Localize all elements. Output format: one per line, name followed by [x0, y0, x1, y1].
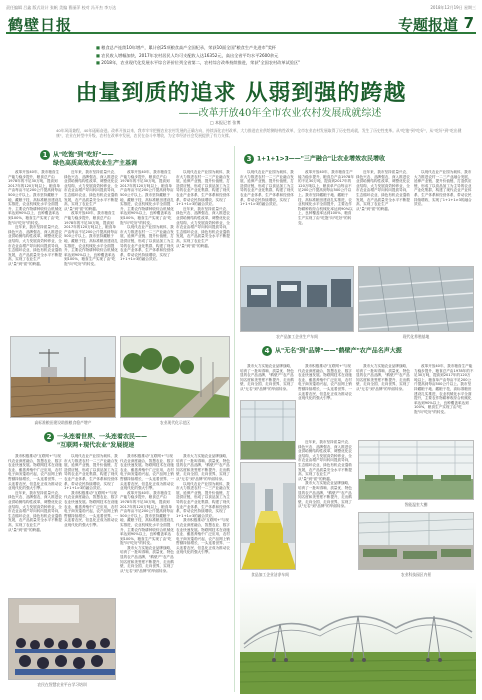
- article-paragraph: 近年来，我市坚持质量兴农、绿色兴农、品牌强农，深入推进农业供给侧结构性改革，调整优化农业结构，大力发展高效种养业，全市农业由增产导向转向提质导向，生态循环农业、绿色有机农业蓬勃发展，农产品质量安全水平不断提高，实现了农业生产从"量"到"质"的跨越。: [8, 225, 62, 266]
- page-number: 7: [463, 14, 474, 32]
- article-paragraph: 改革开放40年，我市粮食生产能力稳步提升，粮食总产由1978年的不足30万吨，提高到2017年的120万吨以上，粮食单产由每亩不足200公斤提高到每亩500公斤以上。我市坚持藏粮于地、藏粮于技，高标准粮田建设扎实推进，农业机械化水平全面提升，主要农作物耕种收综合机械化率达到90%以上，良种覆盖率达到100%，粮食生产实现了由"吃饱"向"吃好"的转变。: [8, 170, 62, 225]
- greenhouse-image: [359, 441, 474, 500]
- section-heading-4: [262, 346, 402, 356]
- farmland-image: [11, 337, 116, 418]
- section-heading-2: [44, 432, 147, 450]
- issue-date: 2018年12月19日 星期三: [430, 5, 476, 10]
- top-info-strip: [6, 4, 476, 12]
- article-column: [414, 170, 474, 262]
- section-number: 1: [40, 150, 50, 160]
- orchard-image: [121, 337, 230, 418]
- article-paragraph: 以现代农业产业园为载体，我市大力推进农村一二三产业融合发展，延伸产业链、提升价值链、打造供应链，形成了以食品加工为主导的农业产业化集群，构建了现代农业产业体系、生产体系和经营体系，带动农民持续增收，实现了1+1+1>3的融合效应。: [176, 170, 230, 207]
- article-column: [120, 170, 174, 330]
- irrigation-field-photo: [240, 582, 476, 694]
- article-paragraph: 改革开放40年，我市粮食生产能力稳步提升，粮食总产由1978年的不足30万吨，提高到2017年的120万吨以上，粮食单产由每亩不足200公斤提高到每亩500公斤以上。我市坚持藏粮于地、藏粮于技，高标准粮田建设扎实推进，农业机械化水平全面提升，主要农作物耕种收综合机械化率达到90%以上，良种覆盖率达到100%，粮食生产实现了由"吃饱"向"吃好"的转变。: [120, 490, 174, 546]
- section-number: 2: [44, 432, 54, 442]
- intro-paragraph: 40年风雨兼程，40年砥砺奋进。改革开放以来，我市牢牢把握农业农村发展的正确方向，持续深化农村改革，大力推进农业供给侧结构性改革，全市农业农村发展取得了历史性成就，发生了历史性变革。从"吃饱"到"吃好"，从"吃好"到"吃出健康"，农业在转型中升级，农村在改革中发展，农民在奋斗中增收，为全市经济社会发展提供了有力支撑。: [56, 128, 462, 138]
- livestock-photo: [358, 266, 474, 332]
- sub-headline: ——改革开放40年全市农业农村发展成就综述: [178, 108, 382, 119]
- section-heading-3: [244, 154, 385, 164]
- section-number: 3: [244, 154, 254, 164]
- article-paragraph: 近年来，我市坚持质量兴农、绿色兴农、品牌强农，深入推进农业供给侧结构性改革，调整优化农业结构，大力发展高效种养业，全市农业由增产导向转向提质导向，生态循环农业、绿色有机农业蓬勃发展，农产品质量安全水平不断提高，实现了农业生产从"量"到"质"的跨越。: [8, 490, 62, 532]
- article-column: [176, 170, 230, 330]
- section-title: 专题报道: [397, 16, 458, 34]
- article-paragraph: 以现代农业产业园为载体，我市大力推进农村一二三产业融合发展，延伸产业链、提升价值链、打造供应链，形成了以食品加工为主导的农业产业化集群，构建了现代农业产业体系、生产体系和经营体系，带动农民持续增收，实现了1+1+1>3的融合效应。: [240, 170, 294, 207]
- science-park-photo: [358, 512, 474, 570]
- article-paragraph: 我市积极推动"互联网+"与现代农业深度融合，智慧农业、数字农业快速发展。物联网技术在设施农业、畜禽养殖中广泛应用，农村电子商务蓬勃兴起，农产品网上销售额持续增长，一头连着世界、一头连着农民，信息化正成为推动农业现代化的强大引擎。: [298, 364, 352, 401]
- article-column: [240, 170, 296, 262]
- article-column: [356, 170, 412, 262]
- section-heading-line: 1+1+1>3——"三产融合"让农业增效农民增收: [257, 155, 386, 163]
- article-paragraph: 我市积极推动"互联网+"与现代农业深度融合，智慧农业、数字农业快速发展。物联网技术在设施农业、畜禽养殖中广泛应用，农村电子商务蓬勃兴起，农产品网上销售额持续增长，一头连着世界、一头连着农民，信息化正成为推动农业现代化的强大引擎。: [8, 454, 62, 491]
- article-paragraph: 我市大力实施农业品牌战略，培育了一批叫得响、质量优、特色显的农产品品牌，"鹤壁产"农产品知名度和美誉度不断提升，走出鹤壁、走向全国、走向世界，实现了从"无名"到"品牌"的华丽转身。: [176, 454, 230, 481]
- farmland-photo: [10, 336, 116, 418]
- photo-caption: 农产品加工企业生产车间: [276, 334, 318, 339]
- cleanroom-image: [241, 463, 296, 570]
- masthead: [6, 12, 476, 34]
- highlights-box: [96, 44, 386, 67]
- photo-caption: 农民在智慧农业平台学习培训: [37, 682, 87, 687]
- training-photo: [8, 598, 116, 680]
- article-column: [8, 170, 62, 330]
- article-paragraph: 以现代农业产业园为载体，我市大力推进农村一二三产业融合发展，延伸产业链、提升价值链、打造供应链，形成了以食品加工为主导的农业产业化集群，构建了现代农业产业体系、生产体系和经营体系，带动农民持续增收，实现了1+1+1>3的融合效应。: [176, 481, 230, 518]
- article-paragraph: 改革开放40年，我市粮食生产能力稳步提升，粮食总产由1978年的不足30万吨，提高到2017年的120万吨以上，粮食单产由每亩不足200公斤提高到每亩500公斤以上。我市坚持藏粮于地、藏粮于技，高标准粮田建设扎实推进，农业机械化水平全面提升，主要农作物耕种收综合机械化率达到90%以上，良种覆盖率达到100%，粮食生产实现了由"吃饱"向"吃好"的转变。: [64, 211, 118, 266]
- photo-caption: 农业现代化示范区: [159, 420, 191, 425]
- greenhouse-interior-photo: [240, 400, 296, 460]
- article-paragraph: 我市大力实施农业品牌战略，培育了一批叫得响、质量优、特色显的农产品品牌，"鹤壁产"农产品知名度和美誉度不断提升，走出鹤壁、走向全国、走向世界，实现了从"无名"到"品牌"的华丽转身。: [356, 364, 410, 391]
- main-headline: 由量到质的追求 从弱到强的跨越: [75, 81, 407, 106]
- training-image: [9, 599, 116, 680]
- livestock-image: [359, 267, 474, 332]
- editor-credits: 责任编辑 吕鑫 版式设计 张帆 美编 曹丽萍 校对 冯开杰 李万达: [6, 5, 117, 10]
- article-paragraph: 近年来，我市坚持质量兴农、绿色兴农、品牌强农，深入推进农业供给侧结构性改革，调整优化农业结构，大力发展高效种养业，全市农业由增产导向转向提质导向，生态循环农业、绿色有机农业蓬勃发展，农产品质量安全水平不断提高，实现了农业生产从"量"到"质"的跨越。: [356, 170, 410, 211]
- article-paragraph: 我市大力实施农业品牌战略，培育了一批叫得响、质量优、特色显的农产品品牌，"鹤壁产"农产品知名度和美誉度不断提升，走出鹤壁、走向全国、走向世界，实现了从"无名"到"品牌"的华丽转身。: [120, 545, 174, 573]
- section-number: 4: [262, 346, 272, 356]
- photo-caption: 智能温室大棚: [404, 502, 428, 507]
- greenhouse-photo: [358, 440, 474, 500]
- article-column: [64, 454, 118, 594]
- column-divider: [234, 146, 235, 692]
- photo-caption: 现代化养殖基地: [402, 334, 430, 339]
- greenhouse-interior-image: [241, 401, 296, 460]
- science-park-image: [359, 513, 474, 570]
- photo-caption: 高标准粮田建设助推粮食稳产增产: [34, 420, 92, 425]
- cleanroom-photo: [240, 462, 296, 570]
- article-paragraph: 近年来，我市坚持质量兴农、绿色兴农、品牌强农，深入推进农业供给侧结构性改革，调整优化农业结构，大力发展高效种养业，全市农业由增产导向转向提质导向，生态循环农业、绿色有机农业蓬勃发展，农产品质量安全水平不断提高，实现了农业生产从"量"到"质"的跨越。: [298, 440, 352, 481]
- article-paragraph: 近年来，我市坚持质量兴农、绿色兴农、品牌强农，深入推进农业供给侧结构性改革，调整优化农业结构，大力发展高效种养业，全市农业由增产导向转向提质导向，生态循环农业、绿色有机农业蓬勃发展，农产品质量安全水平不断提高，实现了农业生产从"量"到"质"的跨越。: [176, 206, 230, 248]
- article-column: [298, 440, 354, 556]
- article-paragraph: 改革开放40年，我市粮食生产能力稳步提升，粮食总产由1978年的不足30万吨，提高到2017年的120万吨以上，粮食单产由每亩不足200公斤提高到每亩500公斤以上。我市坚持藏粮于地、藏粮于技，高标准粮田建设扎实推进，农业机械化水平全面提升，主要农作物耕种收综合机械化率达到90%以上，良种覆盖率达到100%，粮食生产实现了由"吃饱"向"吃好"的转变。: [298, 170, 354, 225]
- article-paragraph: 以现代农业产业园为载体，我市大力推进农村一二三产业融合发展，延伸产业链、提升价值链、打造供应链，形成了以食品加工为主导的农业产业化集群，构建了现代农业产业体系、生产体系和经营体系，带动农民持续增收，实现了1+1+1>3的融合效应。: [414, 170, 472, 207]
- article-paragraph: 我市积极推动"互联网+"与现代农业深度融合，智慧农业、数字农业快速发展。物联网技术在设施农业、畜禽养殖中广泛应用，农村电子商务蓬勃兴起，农产品网上销售额持续增长，一头连着世界、一头连着农民，信息化正成为推动农业现代化的强大引擎。: [176, 518, 230, 555]
- article-paragraph: 以现代农业产业园为载体，我市大力推进农村一二三产业融合发展，延伸产业链、提升价值链、打造供应链，形成了以食品加工为主导的农业产业化集群，构建了现代农业产业体系、生产体系和经营体系，带动农民持续增收，实现了1+1+1>3的融合效应。: [120, 225, 174, 262]
- article-column: [120, 454, 174, 690]
- orchard-photo: [120, 336, 230, 418]
- article-paragraph: 我市大力实施农业品牌战略，培育了一批叫得响、质量优、特色显的农产品品牌，"鹤壁产"农产品知名度和美誉度不断提升，走出鹤壁、走向全国、走向世界，实现了从"无名"到"品牌"的华丽转身。: [298, 481, 352, 509]
- highlight-item: ■ 粮食总产连续10年增产，累计创25项粮食高产全国纪录，荣获10面全国"粮食生产先进市"奖杯: [96, 44, 386, 52]
- factory-photo: [240, 266, 354, 332]
- article-paragraph: 我市积极推动"互联网+"与现代农业深度融合，智慧农业、数字农业快速发展。物联网技术在设施农业、畜禽养殖中广泛应用，农村电子商务蓬勃兴起，农产品网上销售额持续增长，一头连着世界、一头连着农民，信息化正成为推动农业现代化的强大引擎。: [120, 454, 174, 491]
- section-heading-line: 绿色高质高效成农业生产主基调: [53, 160, 138, 167]
- article-column: [356, 364, 412, 436]
- highlight-item: ■ 2018年，农业现代化发展水平综合评价位列全省第二，农村综合改革持续推进，荣获"全国农村改革试验区": [96, 59, 386, 67]
- article-paragraph: 改革开放40年，我市粮食生产能力稳步提升，粮食总产由1978年的不足30万吨，提高到2017年的120万吨以上，粮食单产由每亩不足200公斤提高到每亩500公斤以上。我市坚持藏粮于地、藏粮于技，高标准粮田建设扎实推进，农业机械化水平全面提升，主要农作物耕种收综合机械化率达到90%以上，良种覆盖率达到100%，粮食生产实现了由"吃饱"向"吃好"的转变。: [120, 170, 174, 225]
- article-column: [298, 170, 354, 262]
- byline: □ 本报记者 张博: [210, 120, 241, 125]
- article-paragraph: 改革开放40年，我市粮食生产能力稳步提升，粮食总产由1978年的不足30万吨，提高到2017年的120万吨以上，粮食单产由每亩不足200公斤提高到每亩500公斤以上。我市坚持藏粮于地、藏粮于技，高标准粮田建设扎实推进，农业机械化水平全面提升，主要农作物耕种收综合机械化率达到90%以上，良种覆盖率达到100%，粮食生产实现了由"吃饱"向"吃好"的转变。: [414, 364, 474, 414]
- newspaper-logo: 鹤壁日报: [8, 16, 73, 34]
- factory-image: [241, 267, 354, 332]
- article-column: [64, 170, 118, 330]
- article-paragraph: 我市大力实施农业品牌战略，培育了一批叫得响、质量优、特色显的农产品品牌，"鹤壁产"农产品知名度和美誉度不断提升，走出鹤壁、走向全国、走向世界，实现了从"无名"到"品牌"的华丽转身。: [240, 364, 294, 391]
- article-column: [298, 364, 354, 436]
- article-paragraph: 近年来，我市坚持质量兴农、绿色兴农、品牌强农，深入推进农业供给侧结构性改革，调整优化农业结构，大力发展高效种养业，全市农业由增产导向转向提质导向，生态循环农业、绿色有机农业蓬勃发展，农产品质量安全水平不断提高，实现了农业生产从"量"到"质"的跨越。: [64, 170, 118, 211]
- article-column: [176, 454, 230, 690]
- article-paragraph: 以现代农业产业园为载体，我市大力推进农村一二三产业融合发展，延伸产业链、提升价值链、打造供应链，形成了以食品加工为主导的农业产业化集群，构建了现代农业产业体系、生产体系和经营体系，带动农民持续增收，实现了1+1+1>3的融合效应。: [64, 454, 118, 491]
- section-heading-1: [40, 150, 137, 168]
- section-heading-line: 从"无名"到"品牌"——"鹤壁产"农产品名声大振: [275, 347, 402, 355]
- photo-caption: 食品加工企业洁净车间: [251, 572, 289, 577]
- highlight-item: ■ 农民收入增幅加快，2017年农村居民人均可支配收入达16352元，高出全省平均水平2600余元: [96, 52, 386, 60]
- article-column: [8, 454, 62, 594]
- section-heading-line: 一头连着世界、一头连着农民——: [57, 433, 148, 441]
- article-column: [414, 364, 474, 436]
- article-paragraph: 我市积极推动"互联网+"与现代农业深度融合，智慧农业、数字农业快速发展。物联网技术在设施农业、畜禽养殖中广泛应用，农村电子商务蓬勃兴起，农产品网上销售额持续增长，一头连着世界、一头连着农民，信息化正成为推动农业现代化的强大引擎。: [64, 490, 118, 527]
- section-heading-line: "互联网+现代农业"发展提速: [57, 442, 135, 449]
- section-heading-line: 从"吃饱"到"吃好"——: [53, 151, 114, 159]
- irrigation-field-image: [240, 582, 476, 694]
- photo-caption: 农业科技园区内景: [400, 572, 432, 577]
